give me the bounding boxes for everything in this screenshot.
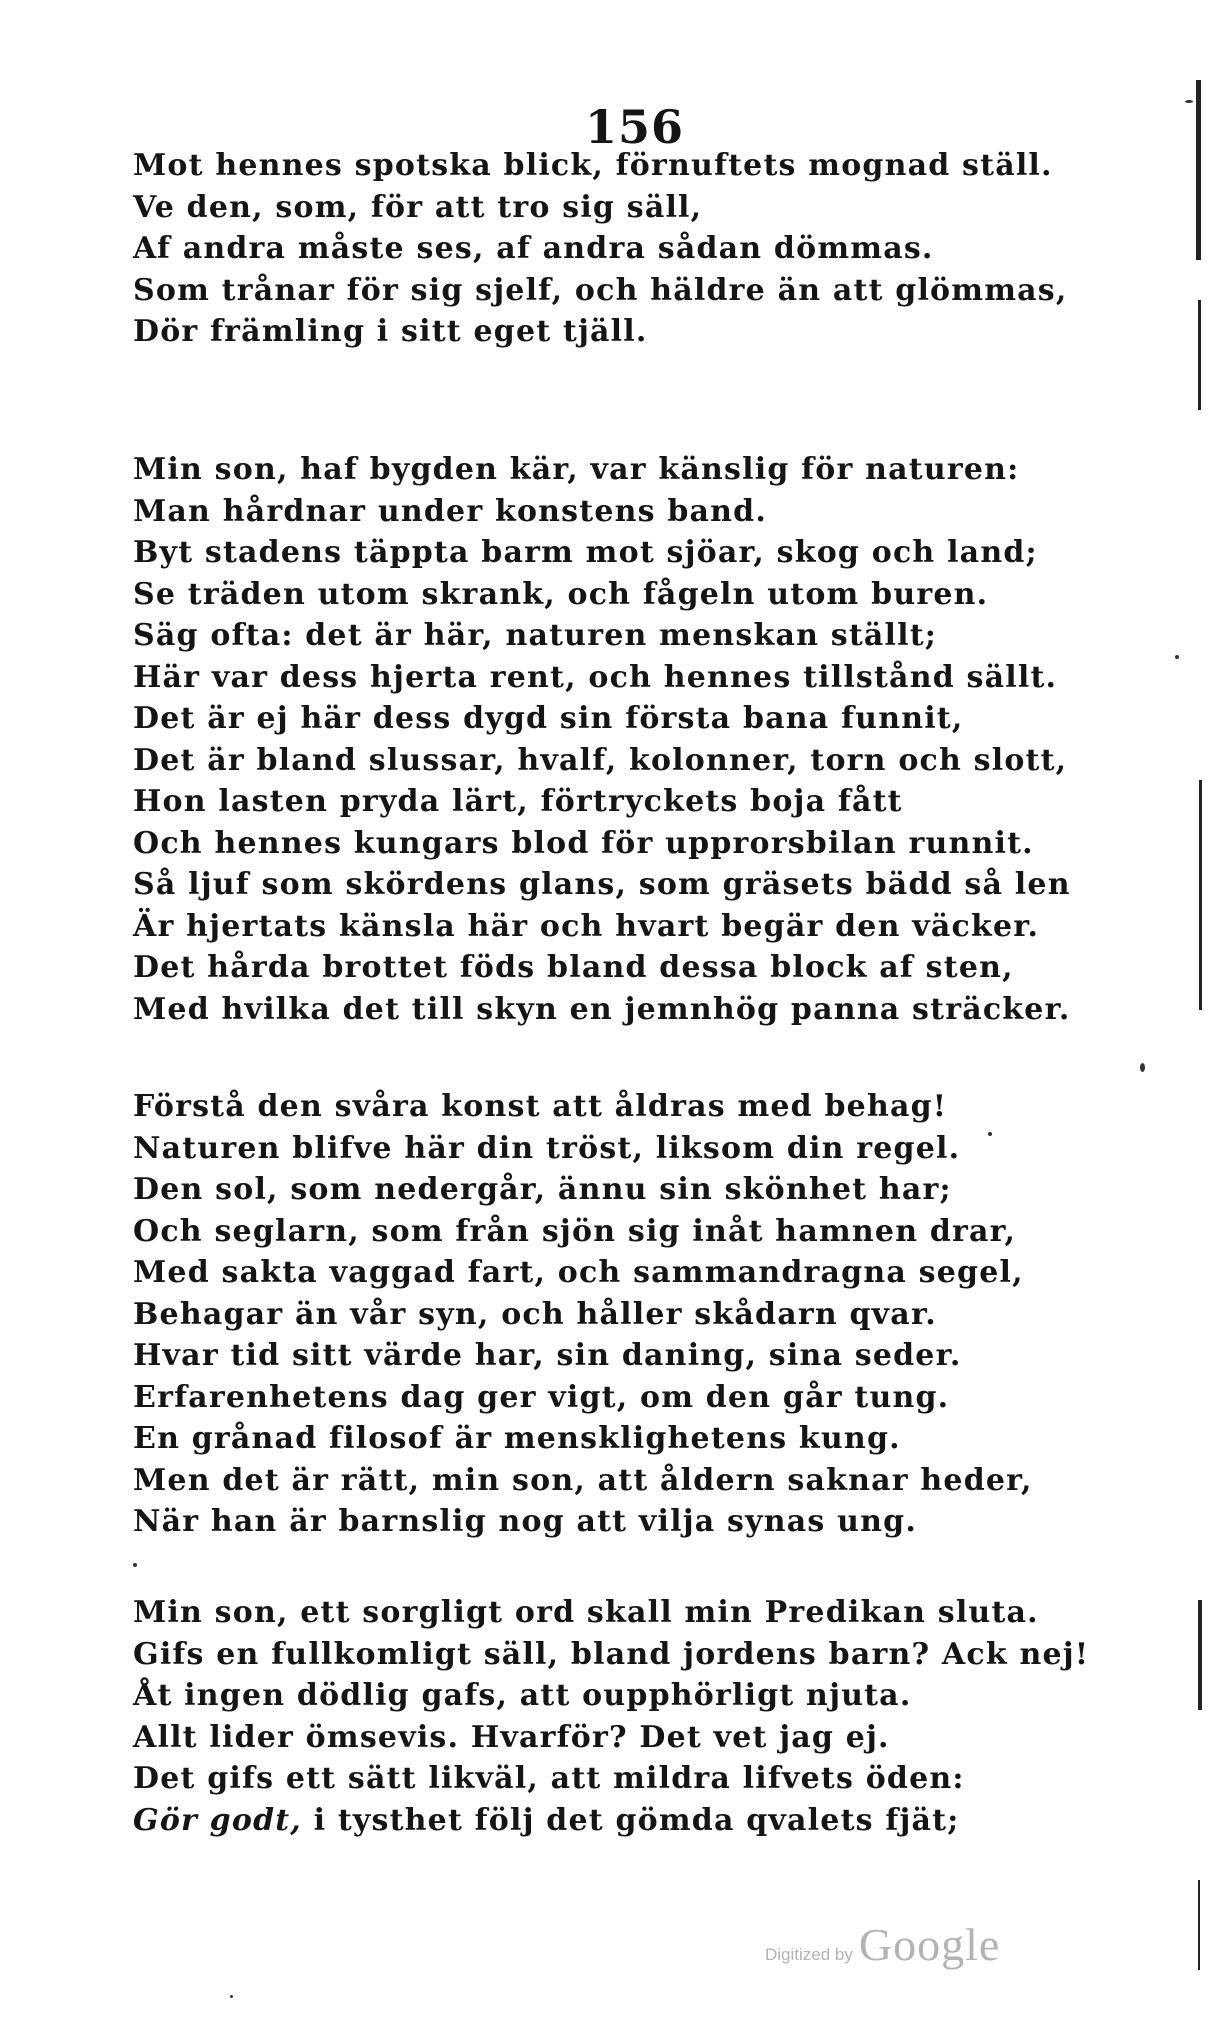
- verse-line: Som trånar för sig sjelf, och häldre än att glömmas,: [133, 272, 1068, 308]
- verse-line: Förstå den svåra konst att åldras med behag!: [133, 1089, 948, 1124]
- verse-line: Så ljuf som skördens glans, som gräsets bädd så len: [133, 867, 1071, 902]
- stanza-4: [133, 1592, 1143, 1841]
- verse-line: Är hjertats känsla här och hvart begär den väcker.: [133, 908, 1040, 944]
- verse-line: Dör främling i sitt eget tjäll.: [133, 314, 648, 349]
- verse-line: Ve den, som, för att tro sig säll,: [133, 189, 703, 225]
- line-remainder: i tysthet följ det gömda qvalets fjät;: [301, 1802, 960, 1838]
- scan-speck: [1140, 1063, 1145, 1072]
- verse-line: Det hårda brottet föds bland dessa block af sten,: [133, 950, 1014, 985]
- verse-line: Af andra måste ses, af andra sådan dömmas.: [133, 231, 934, 266]
- verse-line: Med sakta vaggad fart, och sammandragna segel,: [133, 1255, 1024, 1290]
- verse-line: Det är bland slussar, hvalf, kolonner, torn och slott,: [133, 742, 1068, 778]
- verse-line: Min son, haf bygden kär, var känslig för naturen:: [133, 452, 1020, 487]
- verse-line: Och seglarn, som från sjön sig inåt hamnen drar,: [133, 1213, 1017, 1249]
- italic-phrase: Gör godt,: [133, 1802, 302, 1838]
- scan-edge-mark: [1196, 80, 1201, 260]
- digitized-by-label: Digitized by: [765, 1945, 853, 1964]
- verse-line: Här var dess hjerta rent, och hennes tillstånd sällt.: [133, 659, 1058, 695]
- verse-line: Och hennes kungars blod för upprorsbilan runnit.: [133, 825, 1034, 861]
- verse-line: Det är ej här dess dygd sin första bana funnit,: [133, 701, 964, 736]
- verse-line: Naturen blifve här din tröst, liksom din regel.: [133, 1130, 961, 1166]
- verse-line: Byt stadens täppta barm mot sjöar, skog och land;: [133, 535, 1038, 570]
- verse-line: Den sol, som nedergår, ännu sin skönhet har;: [133, 1172, 952, 1207]
- verse-line: Med hvilka det till skyn en jemnhög panna sträcker.: [133, 991, 1071, 1027]
- scan-speck: [988, 1132, 992, 1136]
- verse-line: Gifs en fullkomligt säll, bland jordens barn? Ack nej!: [133, 1636, 1090, 1672]
- verse-line: Allt lider ömsevis. Hvarför? Det vet jag ej.: [133, 1719, 890, 1755]
- verse-line: Se träden utom skrank, och fågeln utom buren.: [133, 576, 989, 612]
- scan-edge-mark: [1199, 780, 1202, 1010]
- scan-speck: [230, 1995, 233, 1998]
- verse-line: När han är barnslig nog att vilja synas ung.: [133, 1504, 917, 1539]
- verse-line: Man hårdnar under konstens band.: [133, 493, 768, 529]
- verse-line: En grånad filosof är mensklighetens kung.: [133, 1421, 901, 1456]
- verse-line: Men det är rätt, min son, att åldern saknar heder,: [133, 1462, 1033, 1498]
- verse-line: Min son, ett sorgligt ord skall min Predikan sluta.: [133, 1595, 1039, 1630]
- verse-line: Åt ingen dödlig gafs, att oupphörligt njuta.: [133, 1678, 912, 1713]
- scan-edge-mark: [1198, 300, 1201, 410]
- verse-line: Säg ofta: det är här, naturen menskan ställt;: [133, 618, 938, 653]
- digitized-watermark: [765, 1918, 1000, 1971]
- page-number: 156: [585, 100, 685, 154]
- scan-edge-mark: [1198, 1600, 1202, 1710]
- verse-line: Erfarenhetens dag ger vigt, om den går tung.: [133, 1379, 950, 1415]
- verse-line-last: [133, 1800, 1143, 1842]
- scan-speck: [1185, 100, 1193, 103]
- stanza-3: [133, 1086, 1143, 1543]
- google-logo-text: Google: [858, 1919, 1001, 1970]
- stanza-1: [133, 145, 1143, 353]
- scan-speck: [1175, 655, 1179, 659]
- verse-line: Det gifs ett sätt likväl, att mildra lifvets öden:: [133, 1761, 965, 1796]
- scan-speck: [133, 1563, 137, 1567]
- stanza-2: [133, 449, 1143, 1030]
- scan-edge-mark: [1198, 1880, 1200, 1970]
- verse-line: Hon lasten pryda lärt, förtryckets boja fått: [133, 784, 903, 819]
- verse-line: Behagar än vår syn, och håller skådarn qvar.: [133, 1296, 937, 1332]
- verse-line: Mot hennes spotska blick, förnuftets mognad ställ.: [133, 148, 1053, 183]
- verse-line: Hvar tid sitt värde har, sin daning, sina seder.: [133, 1338, 962, 1373]
